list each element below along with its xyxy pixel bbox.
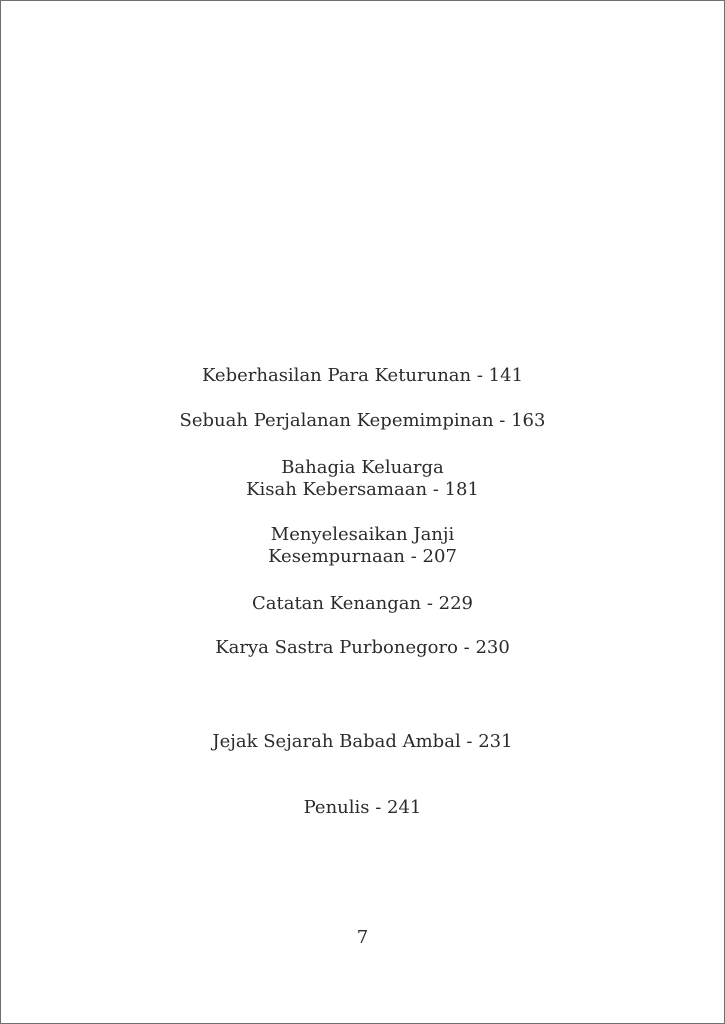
toc-entry-line: Jejak Sejarah Babad Ambal - 231: [212, 731, 513, 752]
toc-entry-line: Sebuah Perjalanan Kepemimpinan - 163: [179, 410, 546, 431]
toc-entry-jejak: [1, 731, 724, 753]
toc-entry-keberhasilan: [1, 365, 724, 387]
toc-entry-karya: [1, 637, 724, 659]
toc-entry-menyelesaikan: [1, 524, 724, 568]
toc-entry-penulis: [1, 797, 724, 819]
toc-entry-line: Bahagia Keluarga: [281, 457, 444, 478]
toc-entry-catatan: [1, 593, 724, 615]
toc-entry-line: Karya Sastra Purbonegoro - 230: [215, 637, 510, 658]
toc-entry-line: Catatan Kenangan - 229: [251, 593, 473, 614]
page-number: 7: [356, 927, 369, 948]
toc-entry-line: Keberhasilan Para Keturunan - 141: [201, 365, 524, 386]
toc-entry-line: Menyelesaikan Janji: [270, 524, 455, 545]
toc-entry-perjalanan: [1, 410, 724, 432]
toc-entry-line: Penulis - 241: [303, 797, 422, 818]
toc-entry-line: Kisah Kebersamaan - 181: [246, 479, 479, 500]
toc-entry-bahagia: [1, 457, 724, 501]
toc-entry-line: Kesempurnaan - 207: [268, 546, 457, 567]
